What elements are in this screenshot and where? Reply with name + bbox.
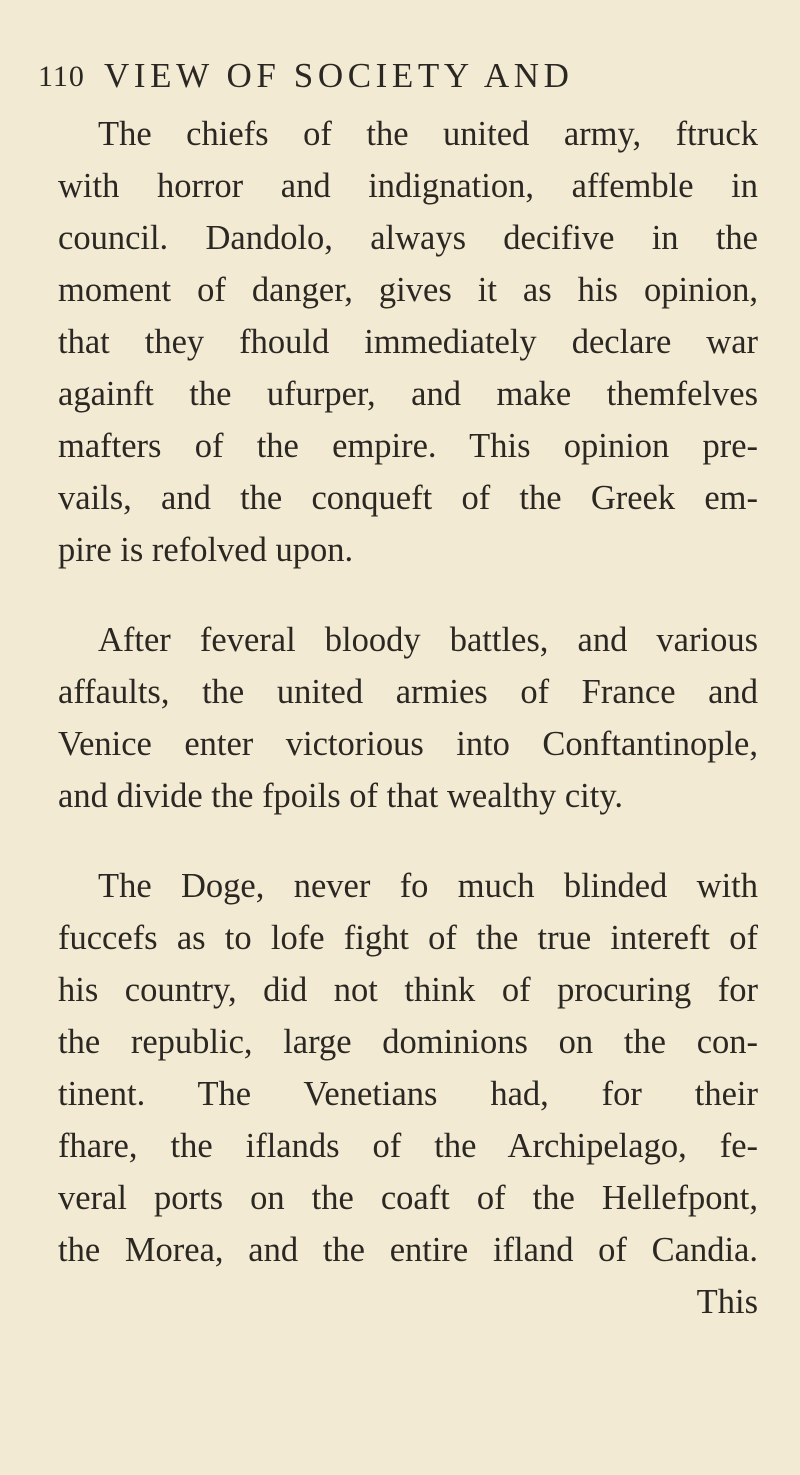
text-line: tinent. The Venetians had, for their — [58, 1075, 758, 1113]
text-line: mafters of the empire. This opinion pre- — [58, 427, 758, 465]
text-line: vails, and the conqueft of the Greek em- — [58, 479, 758, 517]
text-line: council. Dandolo, always decifive in the — [58, 219, 758, 257]
text-line: Venice enter victorious into Conftantinople, — [58, 725, 758, 763]
text-line: After feveral bloody battles, and various — [98, 621, 758, 659]
page-number: 110 — [38, 60, 85, 93]
text-line: his country, did not think of procuring for — [58, 971, 758, 1009]
catchword: This — [696, 1283, 758, 1321]
page-header — [38, 56, 758, 100]
running-head: VIEW OF SOCIETY AND — [104, 56, 574, 95]
text-line: againft the ufurper, and make themfelves — [58, 375, 758, 413]
text-line: moment of danger, gives it as his opinion, — [58, 271, 758, 309]
text-line: fuccefs as to lofe fight of the true intereft of — [58, 919, 758, 957]
text-line: the republic, large dominions on the con- — [58, 1023, 758, 1061]
text-line: The chiefs of the united army, ftruck — [98, 115, 758, 153]
text-line: fhare, the iflands of the Archipelago, fe- — [58, 1127, 758, 1165]
text-line: the Morea, and the entire ifland of Candia. — [58, 1231, 758, 1269]
text-line: that they fhould immediately declare war — [58, 323, 758, 361]
text-line: The Doge, never fo much blinded with — [98, 867, 758, 905]
text-line: affaults, the united armies of France and — [58, 673, 758, 711]
text-line: and divide the fpoils of that wealthy city. — [58, 777, 623, 815]
text-line: pire is refolved upon. — [58, 531, 354, 569]
text-line: with horror and indignation, affemble in — [58, 167, 758, 205]
text-line: veral ports on the coaft of the Hellefpont, — [58, 1179, 758, 1217]
